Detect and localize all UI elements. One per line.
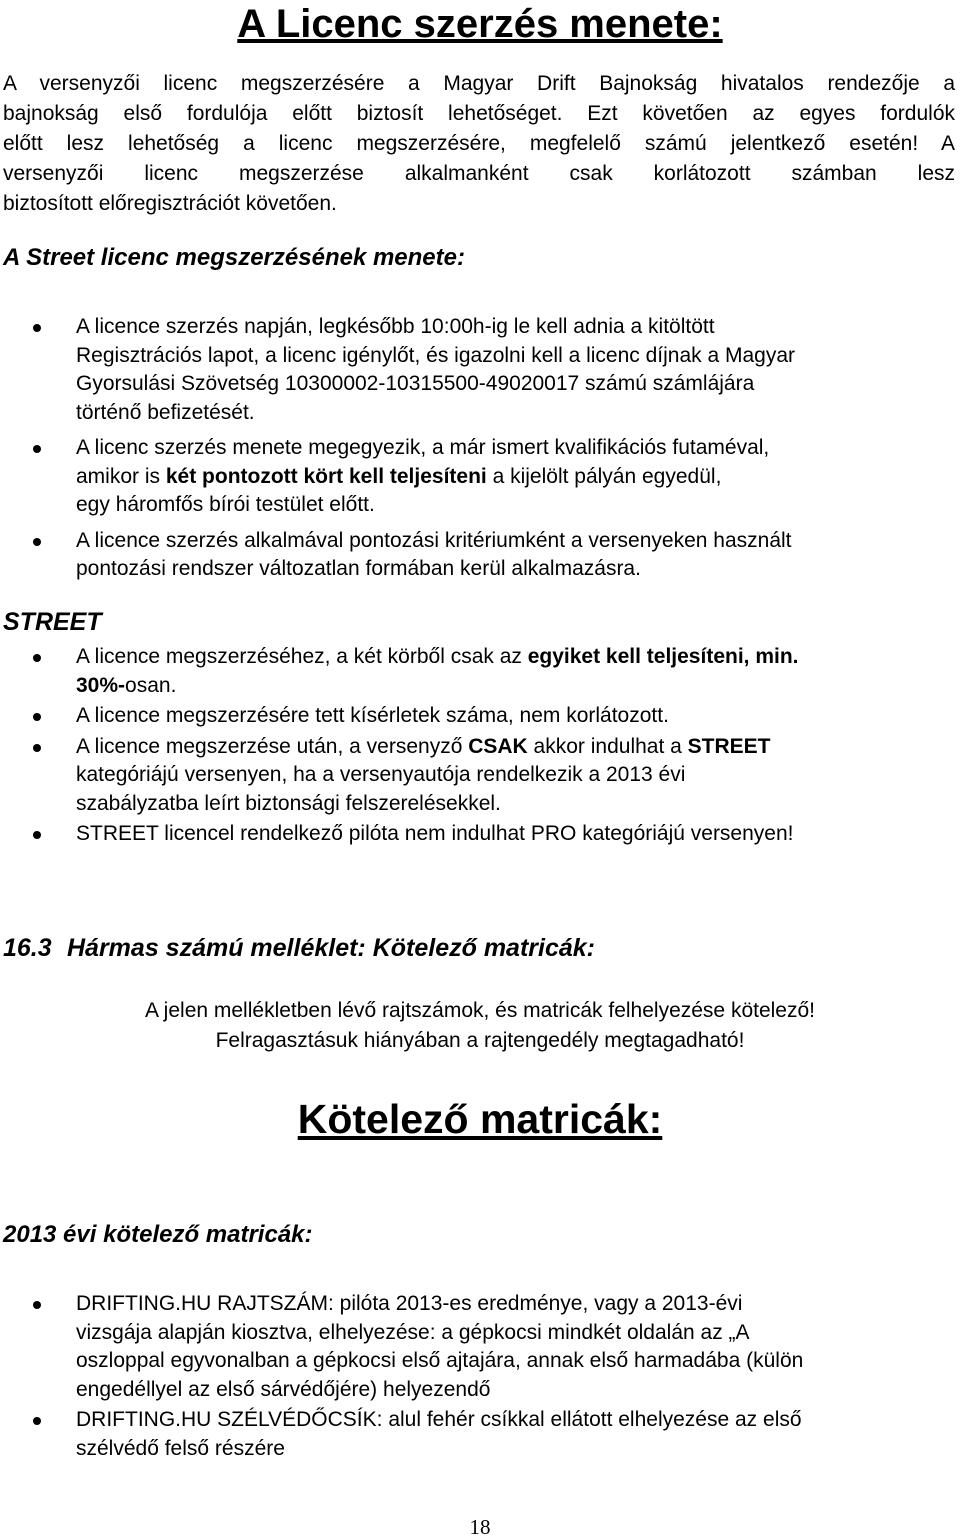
stickers-heading: 2013 évi kötelező matricák: [3, 1221, 313, 1248]
section-heading [3, 933, 595, 963]
intro-line: versenyzői licenc megszerzése alkalmanként csak korlátozott számban lesz [3, 162, 955, 185]
notice-line: Felragasztásuk hiányában a rajtengedély megtagadható! [215, 1029, 745, 1052]
big-title: Kötelező matricák: [297, 1096, 663, 1142]
street-heading: STREET [3, 608, 102, 636]
emphasis-text: két pontozott kört kell teljesíteni [165, 464, 487, 488]
list-item: A licence megszerzéséhez, a két körből csak az egyiket kell teljesíteni, min. 30%-osan. [0, 643, 960, 700]
bullet-icon [33, 538, 41, 546]
list-item: DRIFTING.HU SZÉLVÉDŐCSÍK: alul fehér csíkkal ellátott elhelyezése az első szélvédő felső részére [0, 1406, 960, 1463]
bullet-icon [33, 713, 41, 721]
bullet-icon [33, 744, 41, 752]
section-title: Hármas számú melléklet: Kötelező matricák: [67, 934, 595, 962]
bullet-icon [33, 445, 41, 453]
intro-line: biztosított előregisztrációt követően. [3, 192, 337, 215]
list-item: A licence megszerzése után, a versenyző CSAK akkor indulhat a STREET kategóriájú versenyen, ha a versenyautója rendelkezik a 2013 évi szabályzatba leírt biztonsági felszerelésekkel. [0, 733, 960, 819]
bullet-icon [33, 654, 41, 662]
intro-line: bajnokság első fordulója előtt biztosít lehetőséget. Ezt követően az egyes fordulók [3, 102, 955, 125]
list-item: STREET licencel rendelkező pilóta nem indulhat PRO kategóriájú versenyen! [0, 820, 960, 849]
page-number: 18 [469, 1515, 491, 1539]
intro-paragraph [3, 69, 955, 219]
street-licence-heading: A Street licenc megszerzésének menete: [3, 244, 465, 271]
bullet-icon [33, 1301, 41, 1309]
emphasis-text: CSAK [468, 734, 528, 758]
intro-line: A versenyzői licenc megszerzésére a Magyar Drift Bajnokság hivatalos rendezője a [3, 72, 955, 95]
notice-line: A jelen mellékletben lévő rajtszámok, és matricák felhelyezése kötelező! [145, 999, 815, 1022]
emphasis-text: egyiket kell teljesíteni, min. [527, 645, 799, 668]
list-item: DRIFTING.HU RAJTSZÁM: pilóta 2013-es eredménye, vagy a 2013-évi vizsgája alapján kiosztva, elhelyezése: a gépkocsi mindkét oldalán az „A oszloppal egyvonalban a gépkocsi első ajtajára, annak első harmadába (külön engedéllyel az első sárvédőjére) helyezendő [0, 1290, 960, 1404]
list-item: A licence megszerzésére tett kísérletek száma, nem korlátozott. [0, 702, 960, 731]
list-item: A licence szerzés alkalmával pontozási kritériumként a versenyeken használt pontozási rendszer változatlan formában kerül alkalmazásra. [0, 527, 960, 584]
intro-line: előtt lesz lehetőség a licenc megszerzésére, megfelelő számú jelentkező esetén! A [3, 132, 955, 155]
stickers-list [0, 1290, 960, 1463]
emphasis-text: STREET [687, 734, 771, 758]
list-item: A licence szerzés napján, legkésőbb 10:00h-ig le kell adnia a kitöltött Regisztrációs lapot, a licenc igénylőt, és igazolni kell a licenc díjnak a Magyar Gyorsulási Szövetség 10300002-10315500-49020017 számú számlájára történő befizetését. [0, 313, 960, 427]
emphasis-text: 30%- [76, 673, 126, 697]
bullet-icon [33, 324, 41, 332]
section-number: 16.3 [3, 934, 52, 962]
bullet-icon [33, 1417, 41, 1425]
list-item: A licenc szerzés menete megegyezik, a már ismert kvalifikációs futaméval, amikor is két pontozott kört kell teljesíteni a kijelölt pályán egyedül, egy háromfős bírói testület előtt. [0, 434, 960, 520]
bullet-icon [33, 831, 41, 839]
street-licence-list [0, 313, 960, 584]
page-title: A Licenc szerzés menete: [237, 2, 723, 46]
street-list [0, 643, 960, 849]
